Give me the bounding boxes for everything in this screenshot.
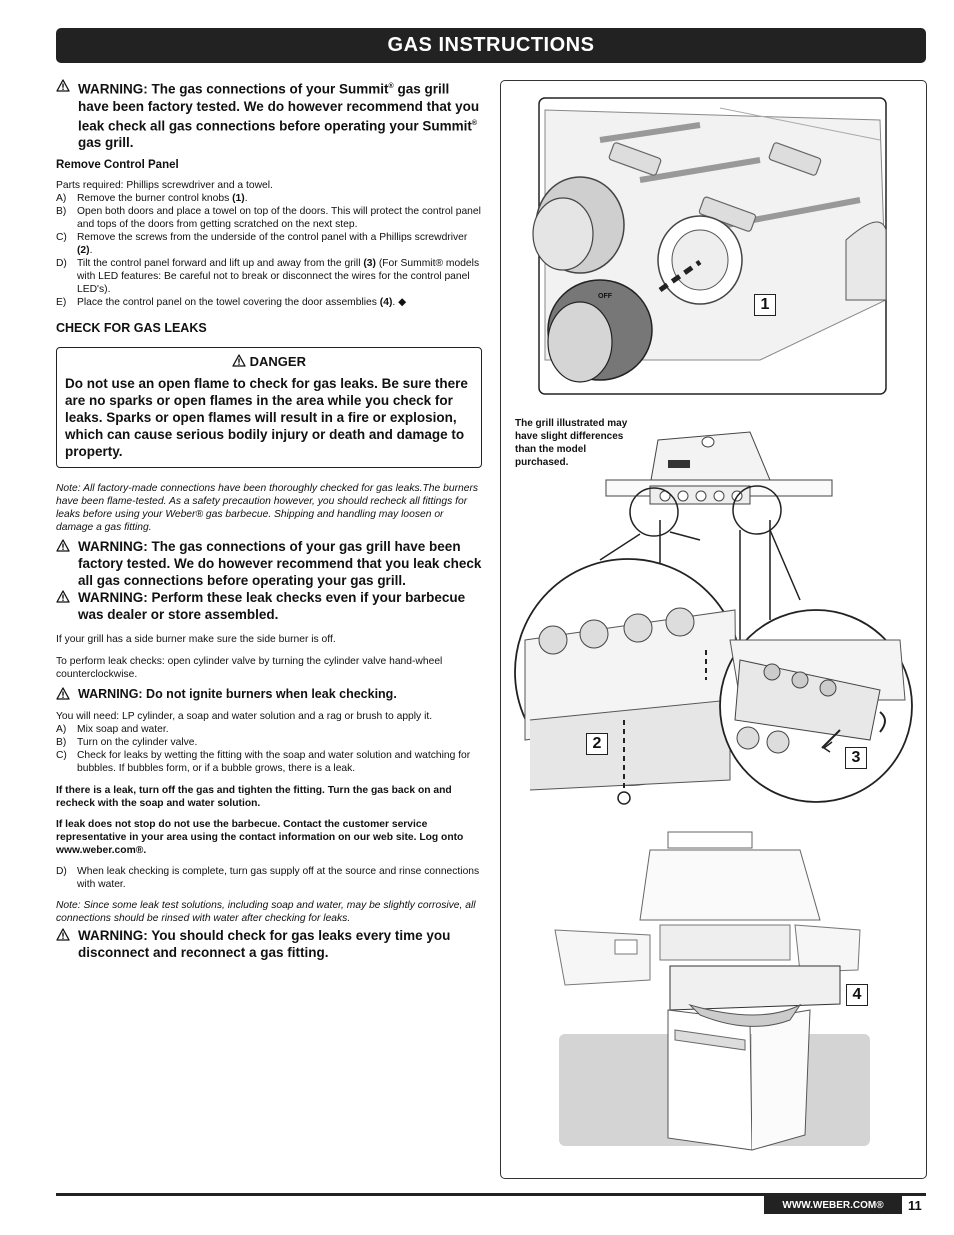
- page-number: 11: [908, 1198, 922, 1213]
- callout-1: 1: [754, 294, 776, 316]
- remove-step-item: B) Open both doors and place a towel on top of the doors. This will protect the control panel and tops of the doors from getting scratched on the next step.: [56, 206, 481, 230]
- warning-factory-tested: WARNING: The gas connections of your gas grill have been factory tested. We do however recommend that you leak check all gas connections before operating your gas grill.: [56, 538, 482, 589]
- remove-step-item: E) Place the control panel on the towel covering the door assemblies (4). ◆: [56, 297, 407, 308]
- knob-off-label: OFF: [598, 293, 612, 300]
- remove-control-panel-heading: Remove Control Panel: [56, 159, 179, 171]
- page-title: GAS INSTRUCTIONS: [56, 28, 926, 63]
- warning-reconnect: WARNING: You should check for gas leaks every time you disconnect and reconnect a gas fitting.: [56, 927, 482, 961]
- leak-step-item: B) Turn on the cylinder valve.: [56, 737, 198, 748]
- you-will-need: You will need: LP cylinder, a soap and water solution and a rag or brush to apply it.: [56, 711, 433, 722]
- callout-2: 2: [586, 733, 608, 755]
- illustration-caption: The grill illustrated may have slight differences than the model purchased.: [515, 418, 628, 468]
- leak-found-text: If there is a leak, turn off the gas and tighten the fitting. Turn the gas back on and recheck with the soap and water solution.: [56, 785, 452, 809]
- danger-text: Do not use an open flame to check for gas leaks. Be sure there are no sparks or open flames in the area while you check for leaks. Sparks or open flames will result in a fire or explosion, which can cause serious bodily injury or death and damage to property.: [65, 376, 468, 459]
- perform-checks-text: To perform leak checks: open cylinder valve by turning the cylinder valve hand-wheel counterclockwise.: [56, 656, 443, 680]
- side-burner-text: If your grill has a side burner make sure the side burner is off.: [56, 634, 336, 645]
- corrosive-note: Note: Since some leak test solutions, including soap and water, may be slightly corrosive, all connections should be rinsed with water after checking for leaks.: [56, 900, 476, 924]
- remove-step-item: C) Remove the screws from the underside of the control panel with a Phillips screwdriver (2).: [56, 232, 468, 256]
- remove-step-item: D) Tilt the control panel forward and lift up and away from the grill (3) (For Summit® models with LED features: Be careful not to break or disconnect the wires for the control panel LED's).: [56, 258, 480, 295]
- warning-do-not-ignite: WARNING: Do not ignite burners when leak checking.: [56, 686, 482, 703]
- danger-title: DANGER: [249, 354, 306, 369]
- full-grill-illustration: [555, 832, 870, 1150]
- knob-removal-illustration: [533, 98, 886, 394]
- callout-3: 3: [845, 747, 867, 769]
- parts-required: Parts required: Phillips screwdriver and a towel.: [56, 180, 273, 191]
- zoom-circle-lift-panel: [720, 610, 912, 802]
- leak-step-item: C) Check for leaks by wetting the fitting with the soap and water solution and watching for bubbles. If bubbles form, or if a bubble grows, there is a leak.: [56, 750, 471, 774]
- check-gas-leaks-heading: CHECK FOR GAS LEAKS: [56, 321, 207, 335]
- callout-4: 4: [846, 984, 868, 1006]
- remove-step-item: A) Remove the burner control knobs (1).: [56, 193, 248, 204]
- leak-step-item: A) Mix soap and water.: [56, 724, 169, 735]
- zoom-circle-screws: [515, 559, 741, 804]
- footer-url: WWW.WEBER.COM®: [764, 1196, 902, 1214]
- factory-note: Note: All factory-made connections have been thoroughly checked for gas leaks.The burners have been flame-tested. As a safety precaution however, you should recheck all fittings for leaks before using your Weber® gas barbecue. Shipping and handling may loosen or damage a gas fitting.: [56, 483, 479, 533]
- warning-dealer-assembled: WARNING: Perform these leak checks even if your barbecue was dealer or store assembled.: [56, 589, 482, 623]
- step-d: D) When leak checking is complete, turn gas supply off at the source and rinse connections with water.: [56, 866, 480, 890]
- leak-persists-text: If leak does not stop do not use the barbecue. Contact the customer service representative in your area using the contact information on our web site. Log onto www.weber.com®.: [56, 819, 464, 856]
- warning-summit: WARNING: The gas connections of your Summit® gas grill have been factory tested. We do however recommend that you leak check all gas connections before operating your Summit® gas grill.: [56, 78, 482, 151]
